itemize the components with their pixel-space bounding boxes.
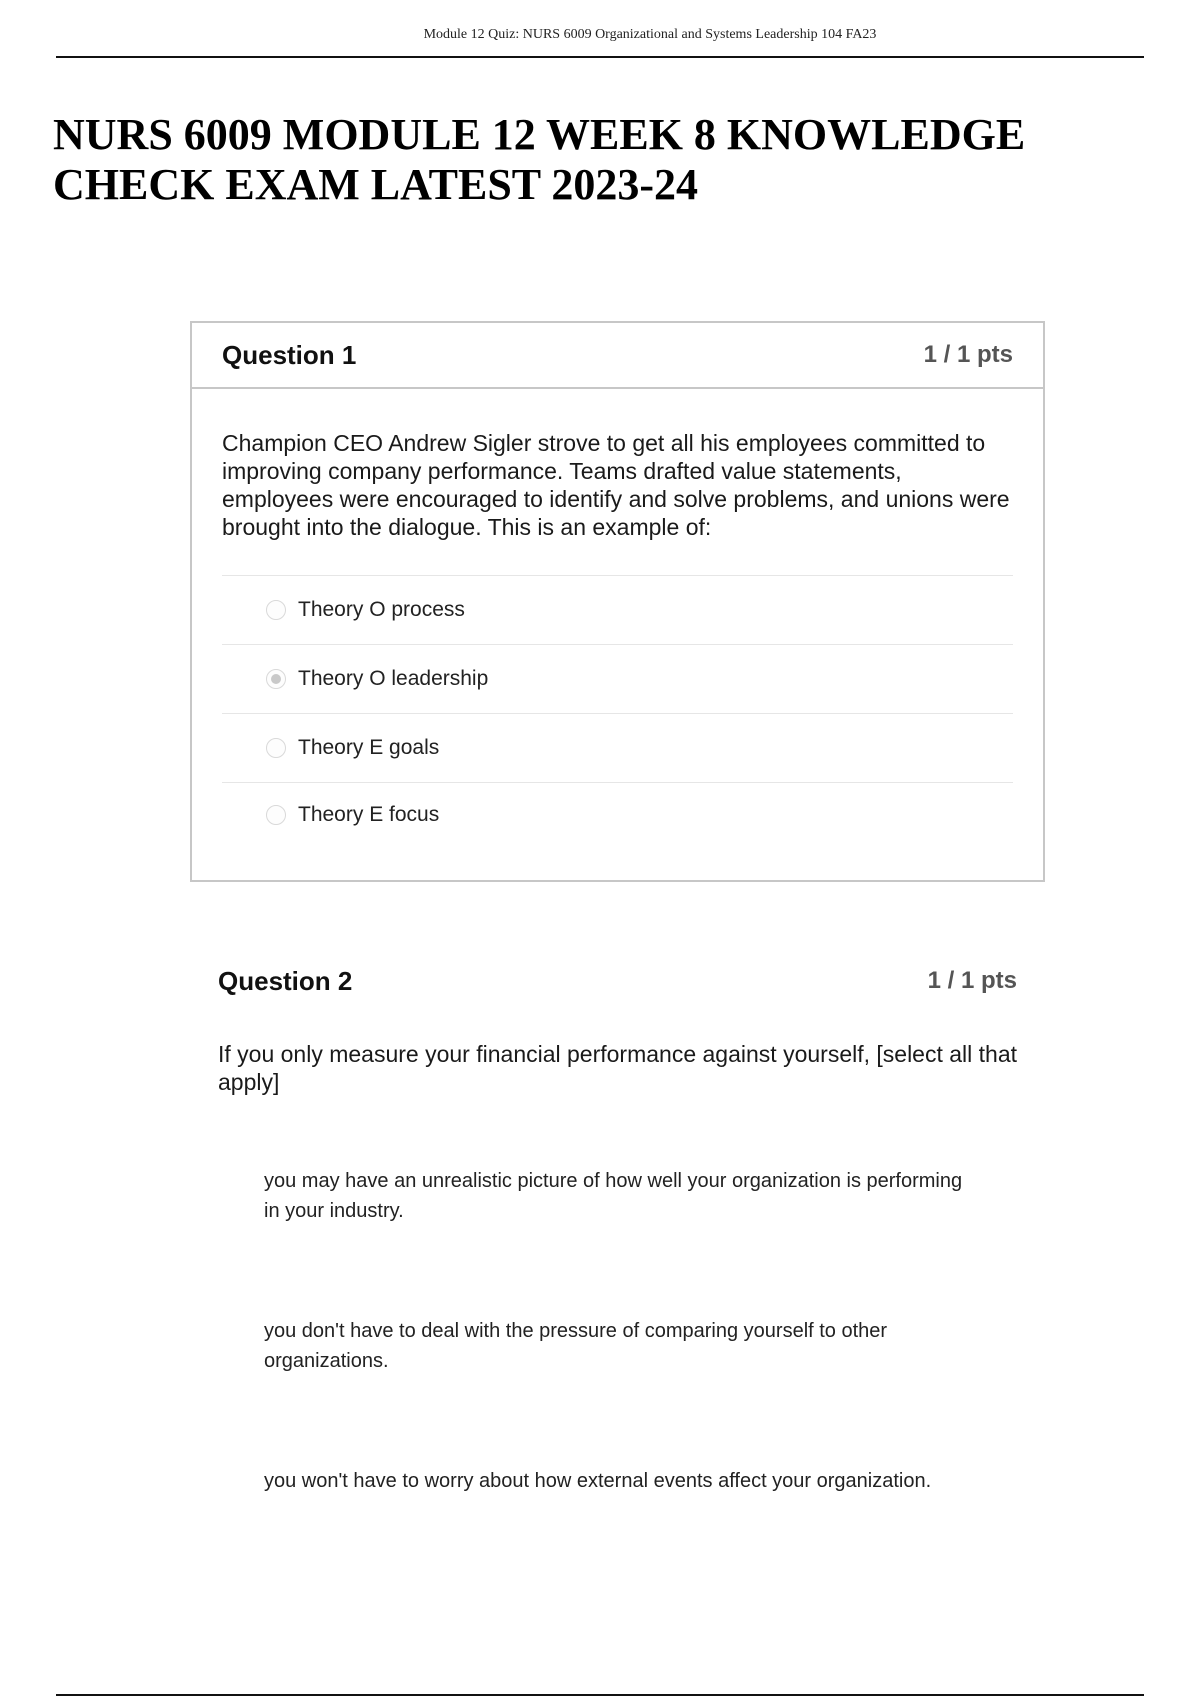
answer-label: Theory O process [298, 598, 465, 621]
radio-button[interactable] [266, 738, 286, 758]
question-1-card [190, 321, 1045, 882]
question-1-body [192, 389, 1043, 846]
question-2-answers [190, 1166, 1045, 1496]
question-1-text: Champion CEO Andrew Sigler strove to get all his employees committed to improving company performance. Teams drafted value statements, employees were encouraged to identify and solve problems, and unions were brought into the dialogue. This is an example of: [222, 430, 1010, 540]
answer-label: Theory O leadership [298, 667, 489, 690]
answer-option[interactable]: you won't have to worry about how external events affect your organization. [264, 1470, 932, 1492]
answer-label: Theory E goals [298, 736, 440, 759]
document-title-line-1: NURS 6009 MODULE 12 WEEK 8 KNOWLEDGE [53, 110, 1026, 159]
question-1-answers [222, 575, 1013, 846]
question-2-text: If you only measure your financial performance against yourself, [select all that apply] [218, 1041, 1018, 1095]
footer-divider [56, 1694, 1144, 1696]
document-title-line-2: CHECK EXAM LATEST 2023-24 [53, 160, 699, 209]
document-title [53, 110, 1153, 210]
answer-option[interactable] [222, 644, 1013, 713]
question-2-block [190, 946, 1045, 1586]
answer-label: Theory E focus [298, 802, 440, 826]
question-2-points: 1 / 1 pts [927, 967, 1017, 994]
header-divider [56, 56, 1144, 58]
question-1-points: 1 / 1 pts [923, 341, 1013, 368]
answer-option[interactable]: you may have an unrealistic picture of how well your organization is performing in your industry. [264, 1170, 963, 1222]
question-1-title: Question 1 [222, 339, 357, 370]
radio-button[interactable] [266, 600, 286, 620]
answer-option[interactable] [222, 782, 1013, 846]
radio-button[interactable] [266, 805, 286, 825]
radio-button-selected[interactable] [266, 669, 286, 689]
answer-option[interactable] [222, 575, 1013, 644]
question-2-header [190, 946, 1045, 1016]
answer-option[interactable] [222, 713, 1013, 782]
answer-option[interactable]: you don't have to deal with the pressure of comparing yourself to other organizations. [264, 1320, 888, 1372]
running-header: Module 12 Quiz: NURS 6009 Organizational and Systems Leadership 104 FA23 [423, 27, 877, 42]
question-2-title: Question 2 [218, 965, 353, 996]
question-1-header [192, 323, 1043, 389]
